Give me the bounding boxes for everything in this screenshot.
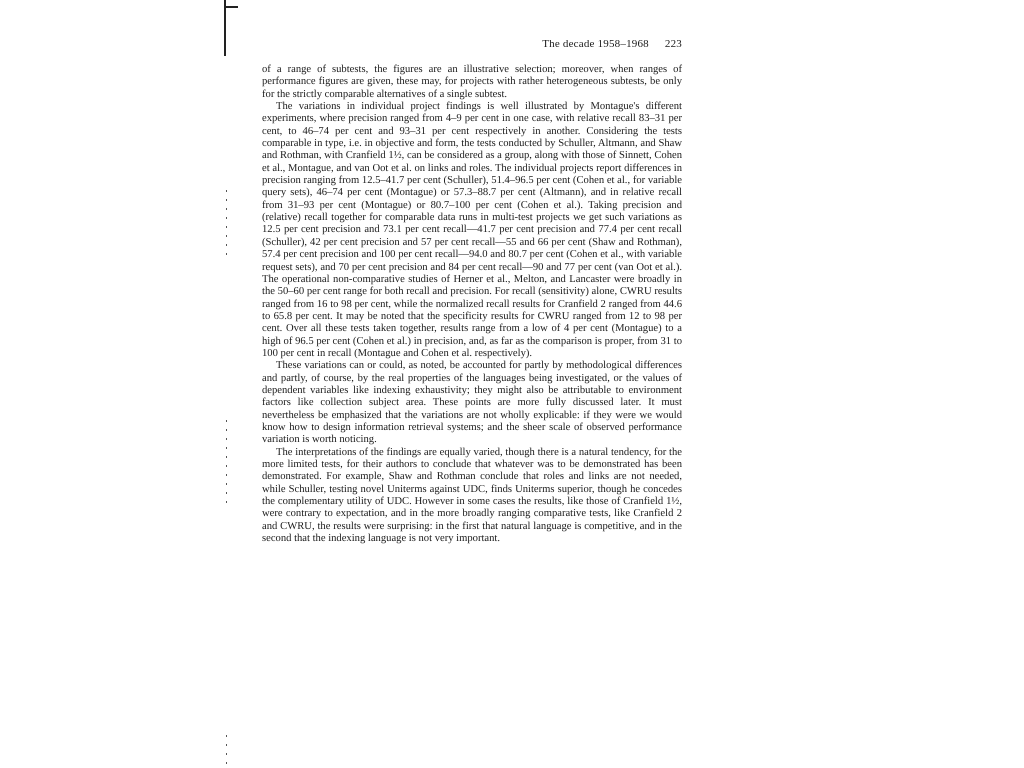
running-head-title: The decade 1958–1968 [542, 38, 649, 50]
scan-edge-dots [226, 735, 227, 765]
body-text [262, 64, 682, 545]
paragraph-interpretations: The interpretations of the findings are equally varied, though there is a natural tendency, for the more limited tests, for their authors to conclude that whatever was to be demonstrated has been demonstrated. For example, Shaw and Rothman conclude that roles and links are not needed, while Schuller, testing novel Uniterms against UDC, finds Uniterms superior, though he concedes the complementary utility of UDC. However in some cases the results, like those of Cranfield 1½, were contrary to expectation, and in the more broadly ranging comparative tests, like Cranfield 2 and CWRU, the results were surprising: in the first that natural language is competitive, and in the second that the indexing language is not very important. [262, 446, 682, 545]
scan-edge-tick [224, 6, 238, 8]
paragraph-continued: of a range of subtests, the figures are an illustrative selection; moreover, when ranges of performance figures are given, these may, for projects with rather heterogeneous subtests, be only for the strictly comparable alternatives of a single subtest. [262, 64, 682, 100]
scan-edge-mark [224, 0, 226, 56]
book-page [262, 38, 682, 545]
scan-edge-dots [226, 190, 227, 260]
scan-edge-dots [226, 420, 227, 510]
paragraph-explanations: These variations can or could, as noted, be accounted for partly by methodological differences and partly, of course, by the real properties of the languages being investigated, or the values of dependent variables like indexing exhaustivity; they might also be attributable to environment factors like collection subject area. These points are more fully discussed later. It must nevertheless be emphasized that the variations are not wholly explicable: if they were we would know how to design information retrieval systems; and the sheer scale of observed performance variation is worth noticing. [262, 360, 682, 446]
paragraph-variations: The variations in individual project findings is well illustrated by Montague's different experiments, where precision ranged from 4–9 per cent in one case, with relative recall 83–31 per cent, to 46–74 per cent and 93–31 per cent respectively in another. Considering the tests comparable in type, i.e. in objective and form, the tests conducted by Schuller, Altmann, and Shaw and Rothman, with Cranfield 1½, can be considered as a group, along with those of Sinnett, Cohen et al., Montague, and van Oot et al. on links and roles. The individual projects report differences in precision ranging from 12.5–41.7 per cent (Schuller), 51.4–96.5 per cent (Cohen et al., for variable query sets), 46–74 per cent (Montague) or 57.3–88.7 per cent (Altmann), and in relative recall from 31–93 per cent (Montague) or 80.7–100 per cent (Cohen et al.). Taking precision and (relative) recall together for comparable data runs in multi-test projects we get such variations as 12.5 per cent precision and 73.1 per cent recall—41.7 per cent precision and 77.4 per cent recall (Schuller), 42 per cent precision and 57 per cent recall—55 and 66 per cent (Shaw and Rothman), 57.4 per cent precision and 100 per cent recall—94.0 and 80.7 per cent (Cohen et al., with variable request sets), and 70 per cent precision and 84 per cent recall—90 and 77 per cent (van Oot et al.). The operational non-comparative studies of Herner et al., Melton, and Lancaster were broadly in the 50–60 per cent range for both recall and precision. For recall (sensitivity) alone, CWRU results ranged from 16 to 98 per cent, while the normalized recall results for Cranfield 2 ranged from 44.6 to 65.8 per cent. It may be noted that the specificity results for CWRU ranged from 12 to 98 per cent. Over all these tests taken together, results range from a low of 4 per cent (Montague) to a high of 96.5 per cent (Cohen et al.) in precision, and, as far as the comparison is proper, from 31 to 100 per cent in recall (Montague and Cohen et al. respectively). [262, 101, 682, 359]
page-number: 223 [664, 38, 682, 50]
running-head [262, 38, 682, 50]
